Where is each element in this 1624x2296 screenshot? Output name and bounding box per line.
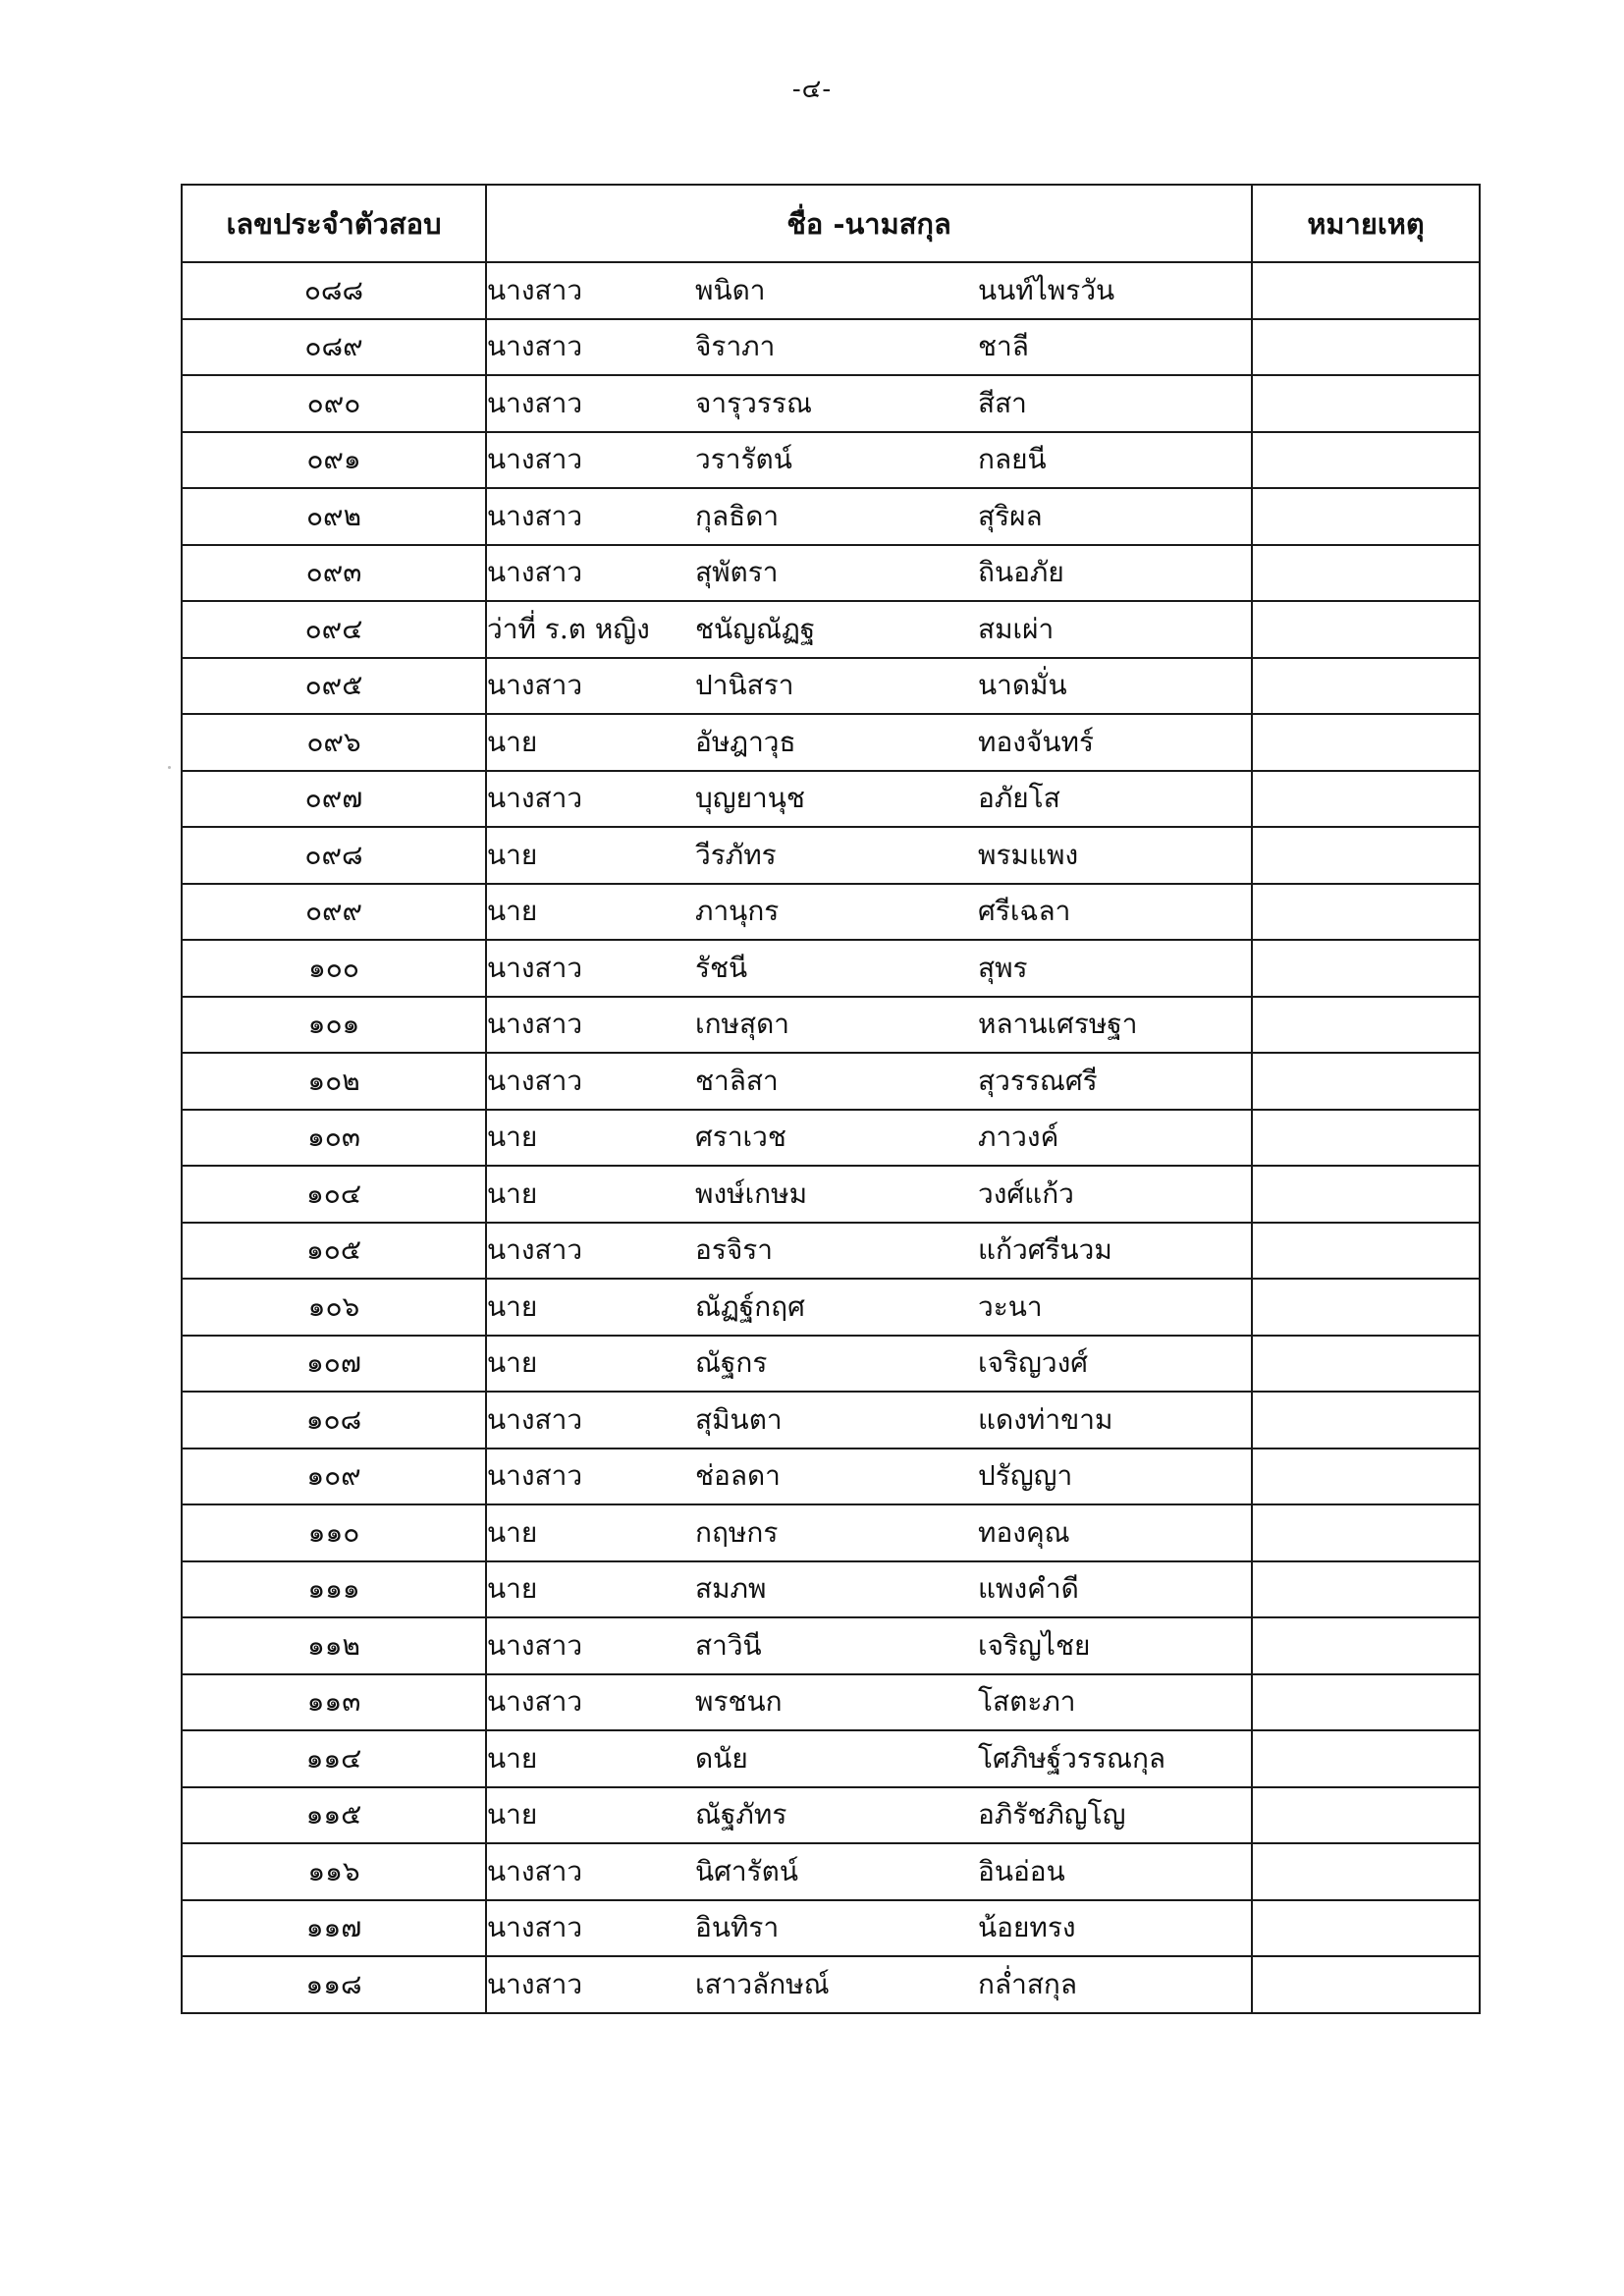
name-parts xyxy=(487,551,1251,594)
note-cell xyxy=(1252,432,1480,489)
name-parts xyxy=(487,1060,1251,1103)
full-name-cell xyxy=(486,375,1252,432)
full-name-cell xyxy=(486,1843,1252,1900)
first-name: เสาวลักษณ์ xyxy=(695,1967,830,2000)
name-title: นาย xyxy=(487,1515,538,1549)
first-name: นิศารัตน์ xyxy=(695,1854,798,1887)
note-cell xyxy=(1252,1392,1480,1449)
exam-id-cell: ๐๙๑ xyxy=(182,432,486,489)
full-name-cell xyxy=(486,997,1252,1054)
name-title: นางสาว xyxy=(487,782,583,815)
exam-id-cell: ๑๐๑ xyxy=(182,997,486,1054)
first-name: วีรภัทร xyxy=(695,838,777,871)
table-row xyxy=(182,1223,1480,1280)
name-title: นาย xyxy=(487,1798,538,1831)
last-name: โสตะภา xyxy=(978,1685,1076,1719)
last-name: แดงท่าขาม xyxy=(978,1402,1113,1436)
full-name-cell xyxy=(486,1674,1252,1731)
exam-id-cell: ๑๐๔ xyxy=(182,1166,486,1223)
first-name: กฤษกร xyxy=(695,1515,779,1549)
table-row xyxy=(182,319,1480,376)
table-row xyxy=(182,884,1480,941)
name-parts xyxy=(487,1793,1251,1836)
exam-id-cell: ๑๐๓ xyxy=(182,1110,486,1167)
exam-id-cell: ๑๑๐ xyxy=(182,1504,486,1561)
table-row xyxy=(182,488,1480,545)
name-parts xyxy=(487,1173,1251,1216)
exam-id-cell: ๐๙๐ xyxy=(182,375,486,432)
table-row xyxy=(182,1392,1480,1449)
table-row xyxy=(182,545,1480,602)
full-name-cell xyxy=(486,1449,1252,1505)
full-name-cell xyxy=(486,1392,1252,1449)
scan-speck xyxy=(168,766,171,769)
table-row xyxy=(182,1730,1480,1787)
full-name-cell xyxy=(486,601,1252,658)
full-name-cell xyxy=(486,1110,1252,1167)
first-name: พรชนก xyxy=(695,1685,783,1719)
first-name: อรจิรา xyxy=(695,1233,774,1267)
name-title: นางสาว xyxy=(487,443,583,476)
table-row xyxy=(182,1166,1480,1223)
note-cell xyxy=(1252,1279,1480,1336)
name-title: นางสาว xyxy=(487,386,583,419)
last-name: สมเผ่า xyxy=(978,612,1055,645)
header-row xyxy=(182,185,1480,262)
name-title: ว่าที่ ร.ต หญิง xyxy=(487,612,650,645)
exam-id-cell: ๐๘๘ xyxy=(182,262,486,319)
table-row xyxy=(182,262,1480,319)
name-title: นางสาว xyxy=(487,1402,583,1436)
name-title: นางสาว xyxy=(487,1854,583,1887)
name-parts xyxy=(487,1229,1251,1272)
note-cell xyxy=(1252,488,1480,545)
last-name: หลานเศรษฐา xyxy=(978,1008,1138,1041)
name-title: นางสาว xyxy=(487,1685,583,1719)
exam-id-cell: ๑๐๖ xyxy=(182,1279,486,1336)
name-title: นาย xyxy=(487,1346,538,1380)
exam-id-cell: ๐๘๙ xyxy=(182,319,486,376)
full-name-cell xyxy=(486,1053,1252,1110)
header-note: หมายเหตุ xyxy=(1252,185,1480,262)
table-row xyxy=(182,1787,1480,1844)
table-body xyxy=(182,262,1480,2013)
name-parts xyxy=(487,608,1251,651)
exam-id-cell: ๑๑๓ xyxy=(182,1674,486,1731)
name-title: นาย xyxy=(487,1572,538,1606)
full-name-cell xyxy=(486,884,1252,941)
name-parts xyxy=(487,1454,1251,1498)
note-cell xyxy=(1252,827,1480,884)
exam-id-cell: ๑๑๕ xyxy=(182,1787,486,1844)
first-name: ปานิสรา xyxy=(695,669,794,702)
name-title: นางสาว xyxy=(487,273,583,306)
name-title: นาย xyxy=(487,895,538,928)
name-parts xyxy=(487,1567,1251,1611)
name-parts xyxy=(487,1003,1251,1046)
full-name-cell xyxy=(486,432,1252,489)
first-name: พนิดา xyxy=(695,273,766,306)
full-name-cell xyxy=(486,827,1252,884)
first-name: สุมินตา xyxy=(695,1402,783,1436)
table-row xyxy=(182,1279,1480,1336)
exam-id-cell: ๐๙๔ xyxy=(182,601,486,658)
last-name: นนท์ไพรวัน xyxy=(978,273,1115,306)
name-parts xyxy=(487,1850,1251,1893)
last-name: โศภิษฐ์วรรณกุล xyxy=(978,1741,1166,1775)
full-name-cell xyxy=(486,771,1252,828)
table-row xyxy=(182,1956,1480,2013)
first-name: จารุวรรณ xyxy=(695,386,812,419)
name-parts xyxy=(487,947,1251,990)
note-cell xyxy=(1252,1053,1480,1110)
full-name-cell xyxy=(486,940,1252,997)
exam-id-cell: ๐๙๖ xyxy=(182,714,486,771)
table-row xyxy=(182,1674,1480,1731)
name-parts xyxy=(487,1906,1251,1949)
last-name: ศรีเฉลา xyxy=(978,895,1071,928)
name-parts xyxy=(487,382,1251,425)
table-row xyxy=(182,1561,1480,1618)
name-parts xyxy=(487,1624,1251,1667)
note-cell xyxy=(1252,545,1480,602)
note-cell xyxy=(1252,1504,1480,1561)
first-name: เกษสุดา xyxy=(695,1008,789,1041)
table-row xyxy=(182,1336,1480,1393)
name-title: นางสาว xyxy=(487,1008,583,1041)
table-row xyxy=(182,1053,1480,1110)
name-title: นางสาว xyxy=(487,1911,583,1944)
full-name-cell xyxy=(486,1279,1252,1336)
name-title: นางสาว xyxy=(487,1628,583,1662)
table-row xyxy=(182,1617,1480,1674)
table-row xyxy=(182,1504,1480,1561)
last-name: วะนา xyxy=(978,1289,1043,1323)
exam-id-cell: ๑๑๖ xyxy=(182,1843,486,1900)
last-name: เจริญไชย xyxy=(978,1628,1091,1662)
first-name: ภานุกร xyxy=(695,895,780,928)
first-name: สาวินี xyxy=(695,1628,762,1662)
first-name: ศราเวช xyxy=(695,1121,786,1154)
full-name-cell xyxy=(486,1561,1252,1618)
last-name: พรมแพง xyxy=(978,838,1079,871)
name-title: นางสาว xyxy=(487,1967,583,2000)
name-title: นาย xyxy=(487,1741,538,1775)
first-name: ณัฐกร xyxy=(695,1346,768,1380)
name-parts xyxy=(487,834,1251,877)
first-name: ณัฏฐ์กฤศ xyxy=(695,1289,805,1323)
full-name-cell xyxy=(486,1787,1252,1844)
name-parts xyxy=(487,1511,1251,1555)
name-title: นางสาว xyxy=(487,951,583,984)
last-name: ทองจันทร์ xyxy=(978,725,1094,758)
note-cell xyxy=(1252,940,1480,997)
last-name: น้อยทรง xyxy=(978,1911,1076,1944)
note-cell xyxy=(1252,1223,1480,1280)
note-cell xyxy=(1252,658,1480,715)
exam-id-cell: ๐๙๒ xyxy=(182,488,486,545)
last-name: อภิรัชภิญโญ xyxy=(978,1798,1126,1831)
last-name: สุริผล xyxy=(978,499,1043,532)
last-name: แพงคำดี xyxy=(978,1572,1079,1606)
note-cell xyxy=(1252,884,1480,941)
full-name-cell xyxy=(486,319,1252,376)
table-row xyxy=(182,771,1480,828)
exam-id-cell: ๑๑๔ xyxy=(182,1730,486,1787)
first-name: บุญยานุช xyxy=(695,782,805,815)
last-name: อินอ่อน xyxy=(978,1854,1065,1887)
name-title: นางสาว xyxy=(487,499,583,532)
note-cell xyxy=(1252,1730,1480,1787)
name-parts xyxy=(487,1963,1251,2006)
name-parts xyxy=(487,325,1251,368)
last-name: ปรัญญา xyxy=(978,1459,1073,1493)
name-parts xyxy=(487,495,1251,538)
name-title: นาย xyxy=(487,838,538,871)
note-cell xyxy=(1252,1617,1480,1674)
full-name-cell xyxy=(486,658,1252,715)
name-parts xyxy=(487,1398,1251,1442)
name-parts xyxy=(487,890,1251,933)
name-parts xyxy=(487,721,1251,764)
note-cell xyxy=(1252,1336,1480,1393)
name-title: นางสาว xyxy=(487,669,583,702)
name-title: นางสาว xyxy=(487,556,583,589)
first-name: สุพัตรา xyxy=(695,556,779,589)
last-name: นาดมั่น xyxy=(978,669,1067,702)
full-name-cell xyxy=(486,1504,1252,1561)
table-row xyxy=(182,940,1480,997)
note-cell xyxy=(1252,375,1480,432)
full-name-cell xyxy=(486,1900,1252,1957)
note-cell xyxy=(1252,262,1480,319)
note-cell xyxy=(1252,1449,1480,1505)
exam-id-cell: ๑๐๕ xyxy=(182,1223,486,1280)
note-cell xyxy=(1252,771,1480,828)
note-cell xyxy=(1252,1110,1480,1167)
first-name: ช่อลดา xyxy=(695,1459,781,1493)
full-name-cell xyxy=(486,488,1252,545)
last-name: สุวรรณศรี xyxy=(978,1064,1098,1097)
note-cell xyxy=(1252,997,1480,1054)
name-parts xyxy=(487,1285,1251,1329)
name-title: นางสาว xyxy=(487,1064,583,1097)
last-name: ภาวงค์ xyxy=(978,1121,1059,1154)
exam-id-cell: ๐๙๕ xyxy=(182,658,486,715)
name-parts xyxy=(487,777,1251,820)
note-cell xyxy=(1252,714,1480,771)
name-title: นางสาว xyxy=(487,1233,583,1267)
note-cell xyxy=(1252,1843,1480,1900)
name-parts xyxy=(487,1737,1251,1780)
note-cell xyxy=(1252,1674,1480,1731)
exam-id-cell: ๑๐๒ xyxy=(182,1053,486,1110)
header-name: ชื่อ -นามสกุล xyxy=(486,185,1252,262)
full-name-cell xyxy=(486,1223,1252,1280)
candidate-table xyxy=(181,184,1481,2014)
first-name: ชนัญณัฏฐ xyxy=(695,612,816,645)
table-row xyxy=(182,432,1480,489)
exam-id-cell: ๐๙๘ xyxy=(182,827,486,884)
full-name-cell xyxy=(486,1166,1252,1223)
last-name: อภัยโส xyxy=(978,782,1060,815)
note-cell xyxy=(1252,1166,1480,1223)
last-name: สีสา xyxy=(978,386,1027,419)
name-parts xyxy=(487,664,1251,707)
first-name: รัชนี xyxy=(695,951,748,984)
last-name: ทองคุณ xyxy=(978,1515,1070,1549)
exam-id-cell: ๑๑๘ xyxy=(182,1956,486,2013)
first-name: อัษฎาวุธ xyxy=(695,725,796,758)
last-name: ชาลี xyxy=(978,330,1029,363)
exam-id-cell: ๐๙๓ xyxy=(182,545,486,602)
note-cell xyxy=(1252,1787,1480,1844)
first-name: ดนัย xyxy=(695,1741,748,1775)
first-name: จิราภา xyxy=(695,330,776,363)
exam-id-cell: ๑๐๙ xyxy=(182,1449,486,1505)
name-title: นางสาว xyxy=(487,1459,583,1493)
name-title: นาย xyxy=(487,725,538,758)
table-row xyxy=(182,997,1480,1054)
name-parts xyxy=(487,1680,1251,1723)
last-name: เจริญวงศ์ xyxy=(978,1346,1089,1380)
last-name: ถินอภัย xyxy=(978,556,1064,589)
note-cell xyxy=(1252,1561,1480,1618)
note-cell xyxy=(1252,1900,1480,1957)
first-name: กุลธิดา xyxy=(695,499,780,532)
note-cell xyxy=(1252,601,1480,658)
full-name-cell xyxy=(486,714,1252,771)
full-name-cell xyxy=(486,1336,1252,1393)
name-parts xyxy=(487,1116,1251,1159)
exam-id-cell: ๐๙๗ xyxy=(182,771,486,828)
exam-id-cell: ๑๐๗ xyxy=(182,1336,486,1393)
table-row xyxy=(182,1900,1480,1957)
exam-id-cell: ๑๐๘ xyxy=(182,1392,486,1449)
exam-id-cell: ๑๐๐ xyxy=(182,940,486,997)
note-cell xyxy=(1252,319,1480,376)
table-row xyxy=(182,1449,1480,1505)
name-title: นาย xyxy=(487,1121,538,1154)
full-name-cell xyxy=(486,545,1252,602)
exam-id-cell: ๑๑๑ xyxy=(182,1561,486,1618)
table-row xyxy=(182,714,1480,771)
first-name: ชาลิสา xyxy=(695,1064,779,1097)
last-name: สุพร xyxy=(978,951,1028,984)
full-name-cell xyxy=(486,262,1252,319)
table-row xyxy=(182,827,1480,884)
first-name: สมภพ xyxy=(695,1572,767,1606)
table-row xyxy=(182,658,1480,715)
last-name: แก้วศรีนวม xyxy=(978,1233,1112,1267)
full-name-cell xyxy=(486,1730,1252,1787)
page-number: -๔- xyxy=(791,75,833,104)
name-title: นางสาว xyxy=(487,330,583,363)
first-name: อินทิรา xyxy=(695,1911,780,1944)
table-row xyxy=(182,1843,1480,1900)
first-name: พงษ์เกษม xyxy=(695,1176,808,1210)
full-name-cell xyxy=(486,1617,1252,1674)
name-parts xyxy=(487,269,1251,312)
name-title: นาย xyxy=(487,1289,538,1323)
table-row xyxy=(182,1110,1480,1167)
name-parts xyxy=(487,438,1251,481)
table-row xyxy=(182,375,1480,432)
name-parts xyxy=(487,1341,1251,1385)
last-name: วงศ์แก้ว xyxy=(978,1176,1074,1210)
first-name: ณัฐภัทร xyxy=(695,1798,787,1831)
last-name: กล่ำสกุล xyxy=(978,1967,1078,2000)
full-name-cell xyxy=(486,1956,1252,2013)
exam-id-cell: ๐๙๙ xyxy=(182,884,486,941)
first-name: วรารัตน์ xyxy=(695,443,792,476)
table-row xyxy=(182,601,1480,658)
last-name: กลยนี xyxy=(978,443,1047,476)
exam-id-cell: ๑๑๗ xyxy=(182,1900,486,1957)
header-id: เลขประจำตัวสอบ xyxy=(182,185,486,262)
name-title: นาย xyxy=(487,1176,538,1210)
exam-id-cell: ๑๑๒ xyxy=(182,1617,486,1674)
note-cell xyxy=(1252,1956,1480,2013)
